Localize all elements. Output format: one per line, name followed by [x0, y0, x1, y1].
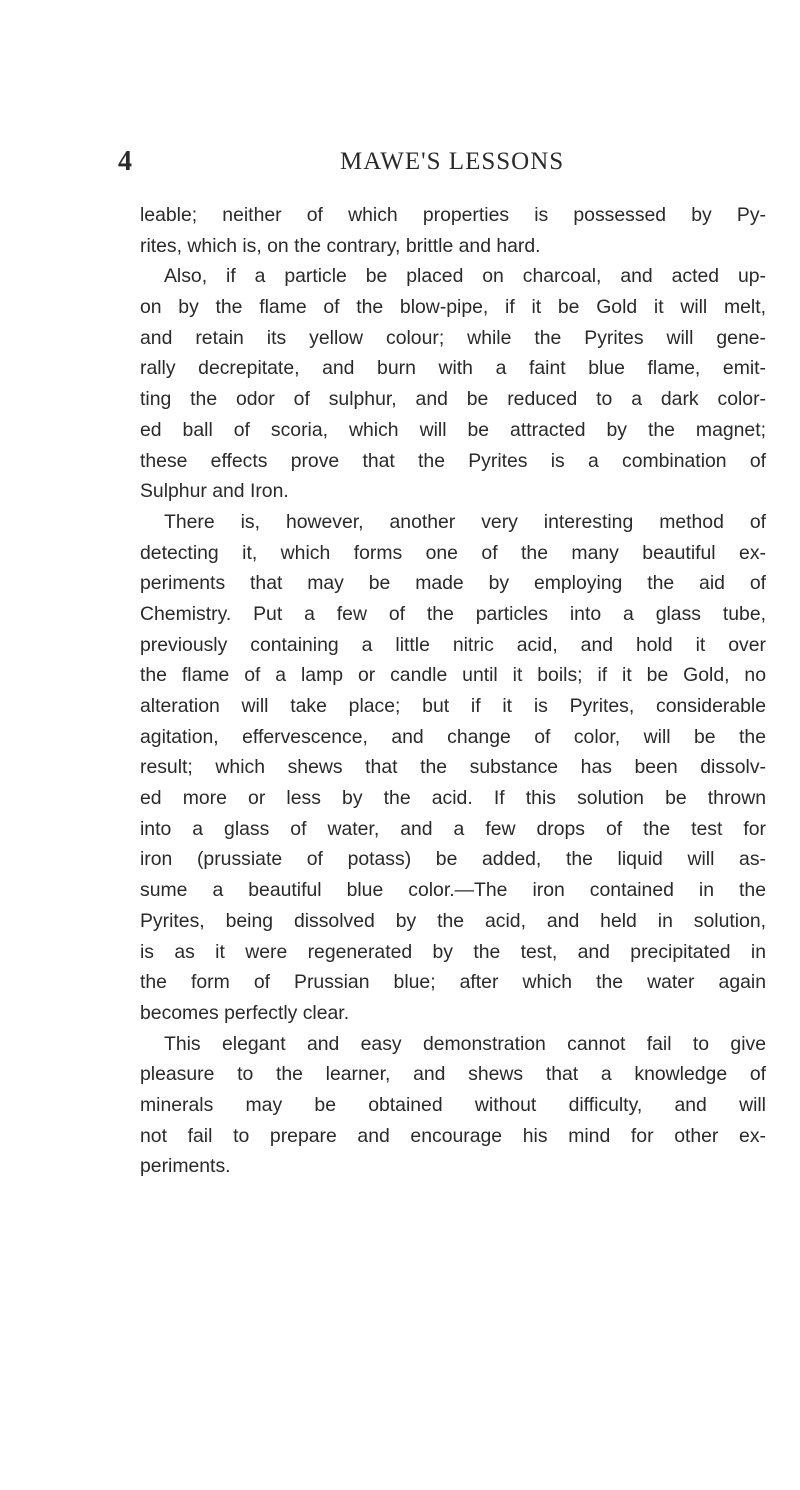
text-line: these effects prove that the Pyrites is a combination of [140, 449, 766, 472]
text-line: on by the flame of the blow-pipe, if it be Gold it will melt, [140, 296, 766, 319]
text-line: not fail to prepare and encourage his mind for other ex- [140, 1124, 766, 1147]
text-line: is as it were regenerated by the test, and precipitated in [140, 940, 766, 963]
text-line: iron (prussiate of potass) be added, the liquid will as- [140, 848, 766, 871]
text-line: into a glass of water, and a few drops of the test for [140, 817, 766, 840]
text-line: ed ball of scoria, which will be attracted by the magnet; [140, 418, 766, 441]
text-line: becomes perfectly clear. [140, 1001, 350, 1024]
text-line: pleasure to the learner, and shews that a knowledge of [140, 1063, 766, 1086]
text-line: Also, if a particle be placed on charcoal, and acted up- [164, 265, 766, 288]
text-line: ed more or less by the acid. If this solution be thrown [140, 787, 766, 810]
body-text [140, 200, 766, 1182]
text-line: leable; neither of which properties is possessed by Py- [140, 204, 766, 226]
text-line: ting the odor of sulphur, and be reduced to a dark color- [140, 388, 766, 411]
text-line: There is, however, another very interesting method of [164, 510, 766, 533]
text-line: rites, which is, on the contrary, brittle and hard. [140, 234, 541, 257]
text-line: This elegant and easy demonstration cannot fail to give [164, 1032, 766, 1055]
text-line: alteration will take place; but if it is Pyrites, considerable [140, 695, 766, 717]
text-line: agitation, effervescence, and change of color, will be the [140, 725, 766, 748]
text-line: Chemistry. Put a few of the particles into a glass tube, [140, 602, 766, 625]
text-line: sume a beautiful blue color.—The iron contained in the [140, 879, 766, 902]
text-line: minerals may be obtained without difficulty, and will [140, 1093, 766, 1116]
text-line: periments that may be made by employing the aid of [140, 572, 766, 595]
text-line: detecting it, which forms one of the many beautiful ex- [140, 541, 766, 564]
text-line: periments. [140, 1155, 231, 1178]
text-line: the form of Prussian blue; after which the water again [140, 971, 766, 994]
text-line: result; which shews that the substance has been dissolv- [140, 756, 766, 779]
running-head: MAWE'S LESSONS [340, 148, 565, 175]
page-header [118, 146, 778, 186]
text-line: Sulphur and Iron. [140, 480, 289, 503]
text-line: the flame of a lamp or candle until it boils; if it be Gold, no [140, 664, 766, 687]
text-line: rally decrepitate, and burn with a faint blue flame, emit- [140, 357, 766, 380]
page-number: 4 [118, 146, 132, 177]
text-line: Pyrites, being dissolved by the acid, and held in solution, [140, 909, 766, 932]
text-line: and retain its yellow colour; while the Pyrites will gene- [140, 326, 766, 349]
text-line: previously containing a little nitric acid, and hold it over [140, 633, 766, 656]
